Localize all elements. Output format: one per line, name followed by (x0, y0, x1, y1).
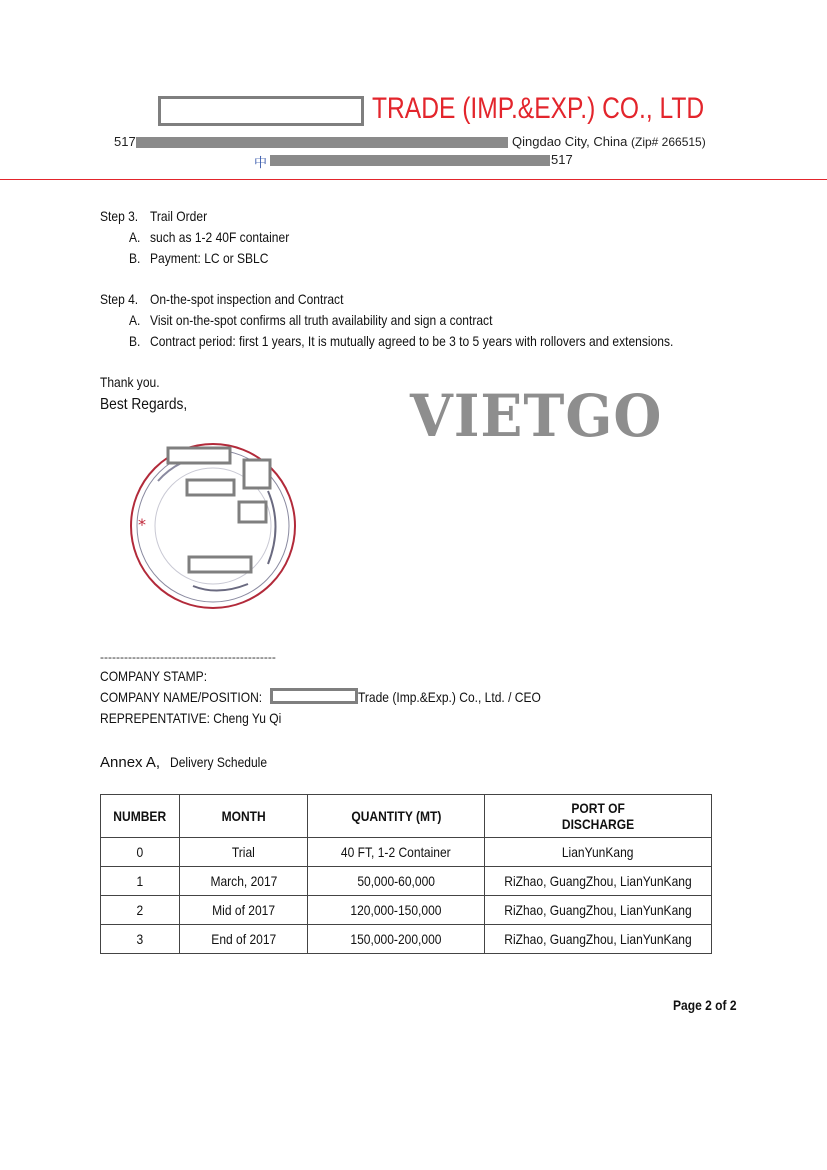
cell-number: 0 (101, 838, 180, 867)
step3-item-b-text: Payment: LC or SBLC (150, 250, 269, 266)
col-quantity: QUANTITY (MT) (308, 795, 485, 838)
address-line2-prefix: 中 (254, 155, 268, 170)
cell-month: Mid of 2017 (180, 896, 308, 925)
step3-title: Step 3. (100, 208, 139, 224)
cell-quantity: 40 FT, 1-2 Container (308, 838, 485, 867)
step4-item-b-marker: B. (129, 333, 141, 349)
step3-item-b-marker: B. (129, 250, 141, 266)
cell-number: 3 (101, 925, 180, 954)
header-divider (0, 179, 827, 180)
page-number: Page 2 of 2 (673, 997, 737, 1013)
step4-item-b-text: Contract period: first 1 years, It is mutually agreed to be 3 to 5 years with rollovers and extensions. (150, 333, 674, 349)
cell-quantity: 50,000-60,000 (308, 867, 485, 896)
redacted-company-name (158, 96, 364, 126)
step4-item-a-text: Visit on-the-spot confirms all truth availability and sign a contract (150, 312, 493, 328)
cell-month: Trial (180, 838, 308, 867)
step3-item-a-text: such as 1-2 40F container (150, 229, 290, 245)
redacted-address-line1 (136, 137, 508, 148)
table-row (101, 867, 712, 896)
table-header-row (101, 795, 712, 838)
col-number: NUMBER (101, 795, 180, 838)
step3-heading: Trail Order (150, 208, 208, 224)
table-row (101, 925, 712, 954)
address-line2-suffix: 517 (551, 152, 573, 167)
delivery-schedule-table (100, 794, 712, 954)
address-line1-prefix: 517 (114, 134, 136, 149)
address-line1-city (512, 134, 706, 149)
step4-title: Step 4. (100, 291, 139, 307)
annex-title-b: Delivery Schedule (170, 754, 268, 770)
annex-title-a (100, 754, 160, 771)
cell-number: 2 (101, 896, 180, 925)
cell-port: LianYunKang (485, 838, 712, 867)
closing-thanks: Thank you. (100, 374, 160, 390)
table-row (101, 838, 712, 867)
address-zip: (Zip# 266515) (631, 135, 706, 149)
redacted-address-line2 (270, 155, 550, 166)
cell-quantity: 120,000-150,000 (308, 896, 485, 925)
company-stamp-label: COMPANY STAMP: (100, 668, 208, 684)
address-city: Qingdao City, China (512, 134, 628, 149)
cell-port: RiZhao, GuangZhou, LianYunKang (485, 896, 712, 925)
closing-regards: Best Regards, (100, 396, 188, 413)
cell-number: 1 (101, 867, 180, 896)
signature-line: -------------------------------------------- (100, 650, 276, 664)
annex-title-prefix: Annex A, (100, 754, 161, 771)
company-seal-image (118, 436, 318, 616)
company-name: TRADE (IMP.&EXP.) CO., LTD (372, 92, 705, 125)
svg-text:*: * (138, 515, 146, 534)
col-month: MONTH (180, 795, 308, 838)
step4-item-a-marker: A. (129, 312, 141, 328)
cell-port: RiZhao, GuangZhou, LianYunKang (485, 867, 712, 896)
cell-month: End of 2017 (180, 925, 308, 954)
watermark: VIETGO (410, 382, 663, 450)
company-name-position-label: COMPANY NAME/POSITION: (100, 689, 263, 705)
step3-item-a-marker: A. (129, 229, 141, 245)
cell-quantity: 150,000-200,000 (308, 925, 485, 954)
cell-port: RiZhao, GuangZhou, LianYunKang (485, 925, 712, 954)
redacted-company-name-inline (270, 688, 358, 704)
col-port-of-discharge: PORT OF DISCHARGE (485, 795, 712, 838)
company-name-position-value: Trade (Imp.&Exp.) Co., Ltd. / CEO (358, 689, 541, 705)
cell-month: March, 2017 (180, 867, 308, 896)
table-row (101, 896, 712, 925)
representative: REPREPENTATIVE: Cheng Yu Qi (100, 710, 282, 726)
step4-heading: On-the-spot inspection and Contract (150, 291, 344, 307)
